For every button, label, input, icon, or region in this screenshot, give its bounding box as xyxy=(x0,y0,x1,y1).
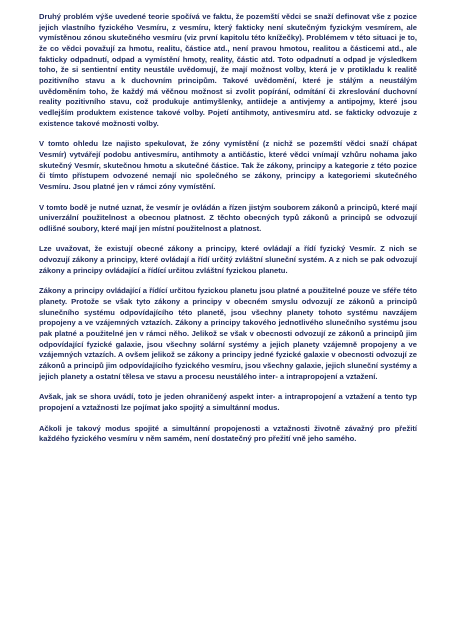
paragraph-4: Lze uvažovat, že existují obecné zákony a principy, které ovládají a řídí fyzický Vesmír. Z nich se odvozují zákony a principy, které ovládají a řídí určitý zvláštní sluneční systém. A z nich se pak odvozují zákony a principy ovládající a řídící určitou zvláštní fyzickou planetu. xyxy=(39,244,417,275)
paragraph-7: Ačkoli je takový modus spojité a simultánní propojenosti a vztažnosti životně závažný pro přežití každého fyzického vesmíru v něm samém, není dostatečný pro přežití vně jeho samého. xyxy=(39,423,417,444)
paragraph-5: Zákony a principy ovládající a řídící určitou fyzickou planetu jsou platné a použitelné pouze ve sféře této planety. Protože se však tyto zákony a principy v obecném smyslu odvozují ze zákonů a principů slunečního systému odpovídajícího této planetě, jsou všechny planety tohoto systému navzájem propojeny a ve vzájemných vztazích. Zákony a principy takového jednotlivého slunečního systému jsou pak platné a použitelné jen v rámci něho. Jelikož se však v obecnosti odvozují ze zákonů a principů jim odpovídající fyzické galaxie, jsou všechny solární systémy a jejich planety vzájemně propojeny a ve vzájemných vztazích. A ovšem jelikož se zákony a principy jedné fyzické galaxie v obecnosti odvozují ze zákonů a principů jim odpovídajícího fyzického vesmíru, jsou všechny galaxie, jejich sluneční systémy a jejich planety a ostatní tělesa ve stavu a procesu neustálého inter- a intrapropojení a vztažení. xyxy=(39,286,417,381)
paragraph-2: V tomto ohledu lze najisto spekulovat, že zóny vymístění (z nichž se pozemští vědci snaží chápat Vesmír) vytvářejí podobu antivesmíru, antihmoty a antičástic, které vědci vnímají vzhůru nohama jako skutečný Vesmír, skutečnou hmotu a skutečné částice. Tak že zákony, principy a kategorie z této pozice či tímto přístupem odvozené nemají nic společného se zákony, principy a kategoriemi skutečného Vesmíru. Jsou platné jen v rámci zóny vymístění. xyxy=(39,139,417,191)
document-page xyxy=(39,12,417,445)
paragraph-3: V tomto bodě je nutné uznat, že vesmír je ovládán a řízen jistým souborem zákonů a principů, které mají univerzální použitelnost a obecnou platnost. Z těchto obecných typů zákonů a principů se odvozují odlišné soubory, které mají jen místní použitelnost a platnost. xyxy=(39,202,417,233)
paragraph-1: Druhý problém výše uvedené teorie spočívá ve faktu, že pozemští vědci se snaží definovat vše z pozice jejich vlastního fyzického Vesmíru, z vesmíru, který fakticky není skutečným fyzickým vesmírem, ale vymístěnou zónou skutečného vesmíru (viz první kapitolu této knížečky). Problémem v této situaci je to, že co vědci považují za hmotu, realitu, částice atd., není pravou hmotou, realitou a částicemi atd., ale fakticky odpadnutí, odpad a vymístění hmoty, reality, částic atd. Toto odpadnutí a odpad je výsledkem toho, že si sentientní entity neustále uvědomují, že mají možnost volby, která je v protikladu k realitě pozitivního stavu a k duchovním principům. Takové uvědomění, které je stálým a neustálým uvědoměním toho, že každý má věčnou možnost si zvolit popírání, odmítání či zkreslování duchovní reality pozitivního stavu, což produkuje antimyšlenky, antiideje a antivjemy a antipojmy, které jsou vedlejším produktem existence takové volby. Pojetí antihmoty, antivesmíru atd. se fakticky odvozuje z existence takové možnosti volby. xyxy=(39,12,417,128)
paragraph-6: Avšak, jak se shora uvádí, toto je jeden ohraničený aspekt inter- a intrapropojení a vztažení a tento typ propojení a vztažnosti lze pojímat jako spojitý a simultánní modus. xyxy=(39,392,417,412)
